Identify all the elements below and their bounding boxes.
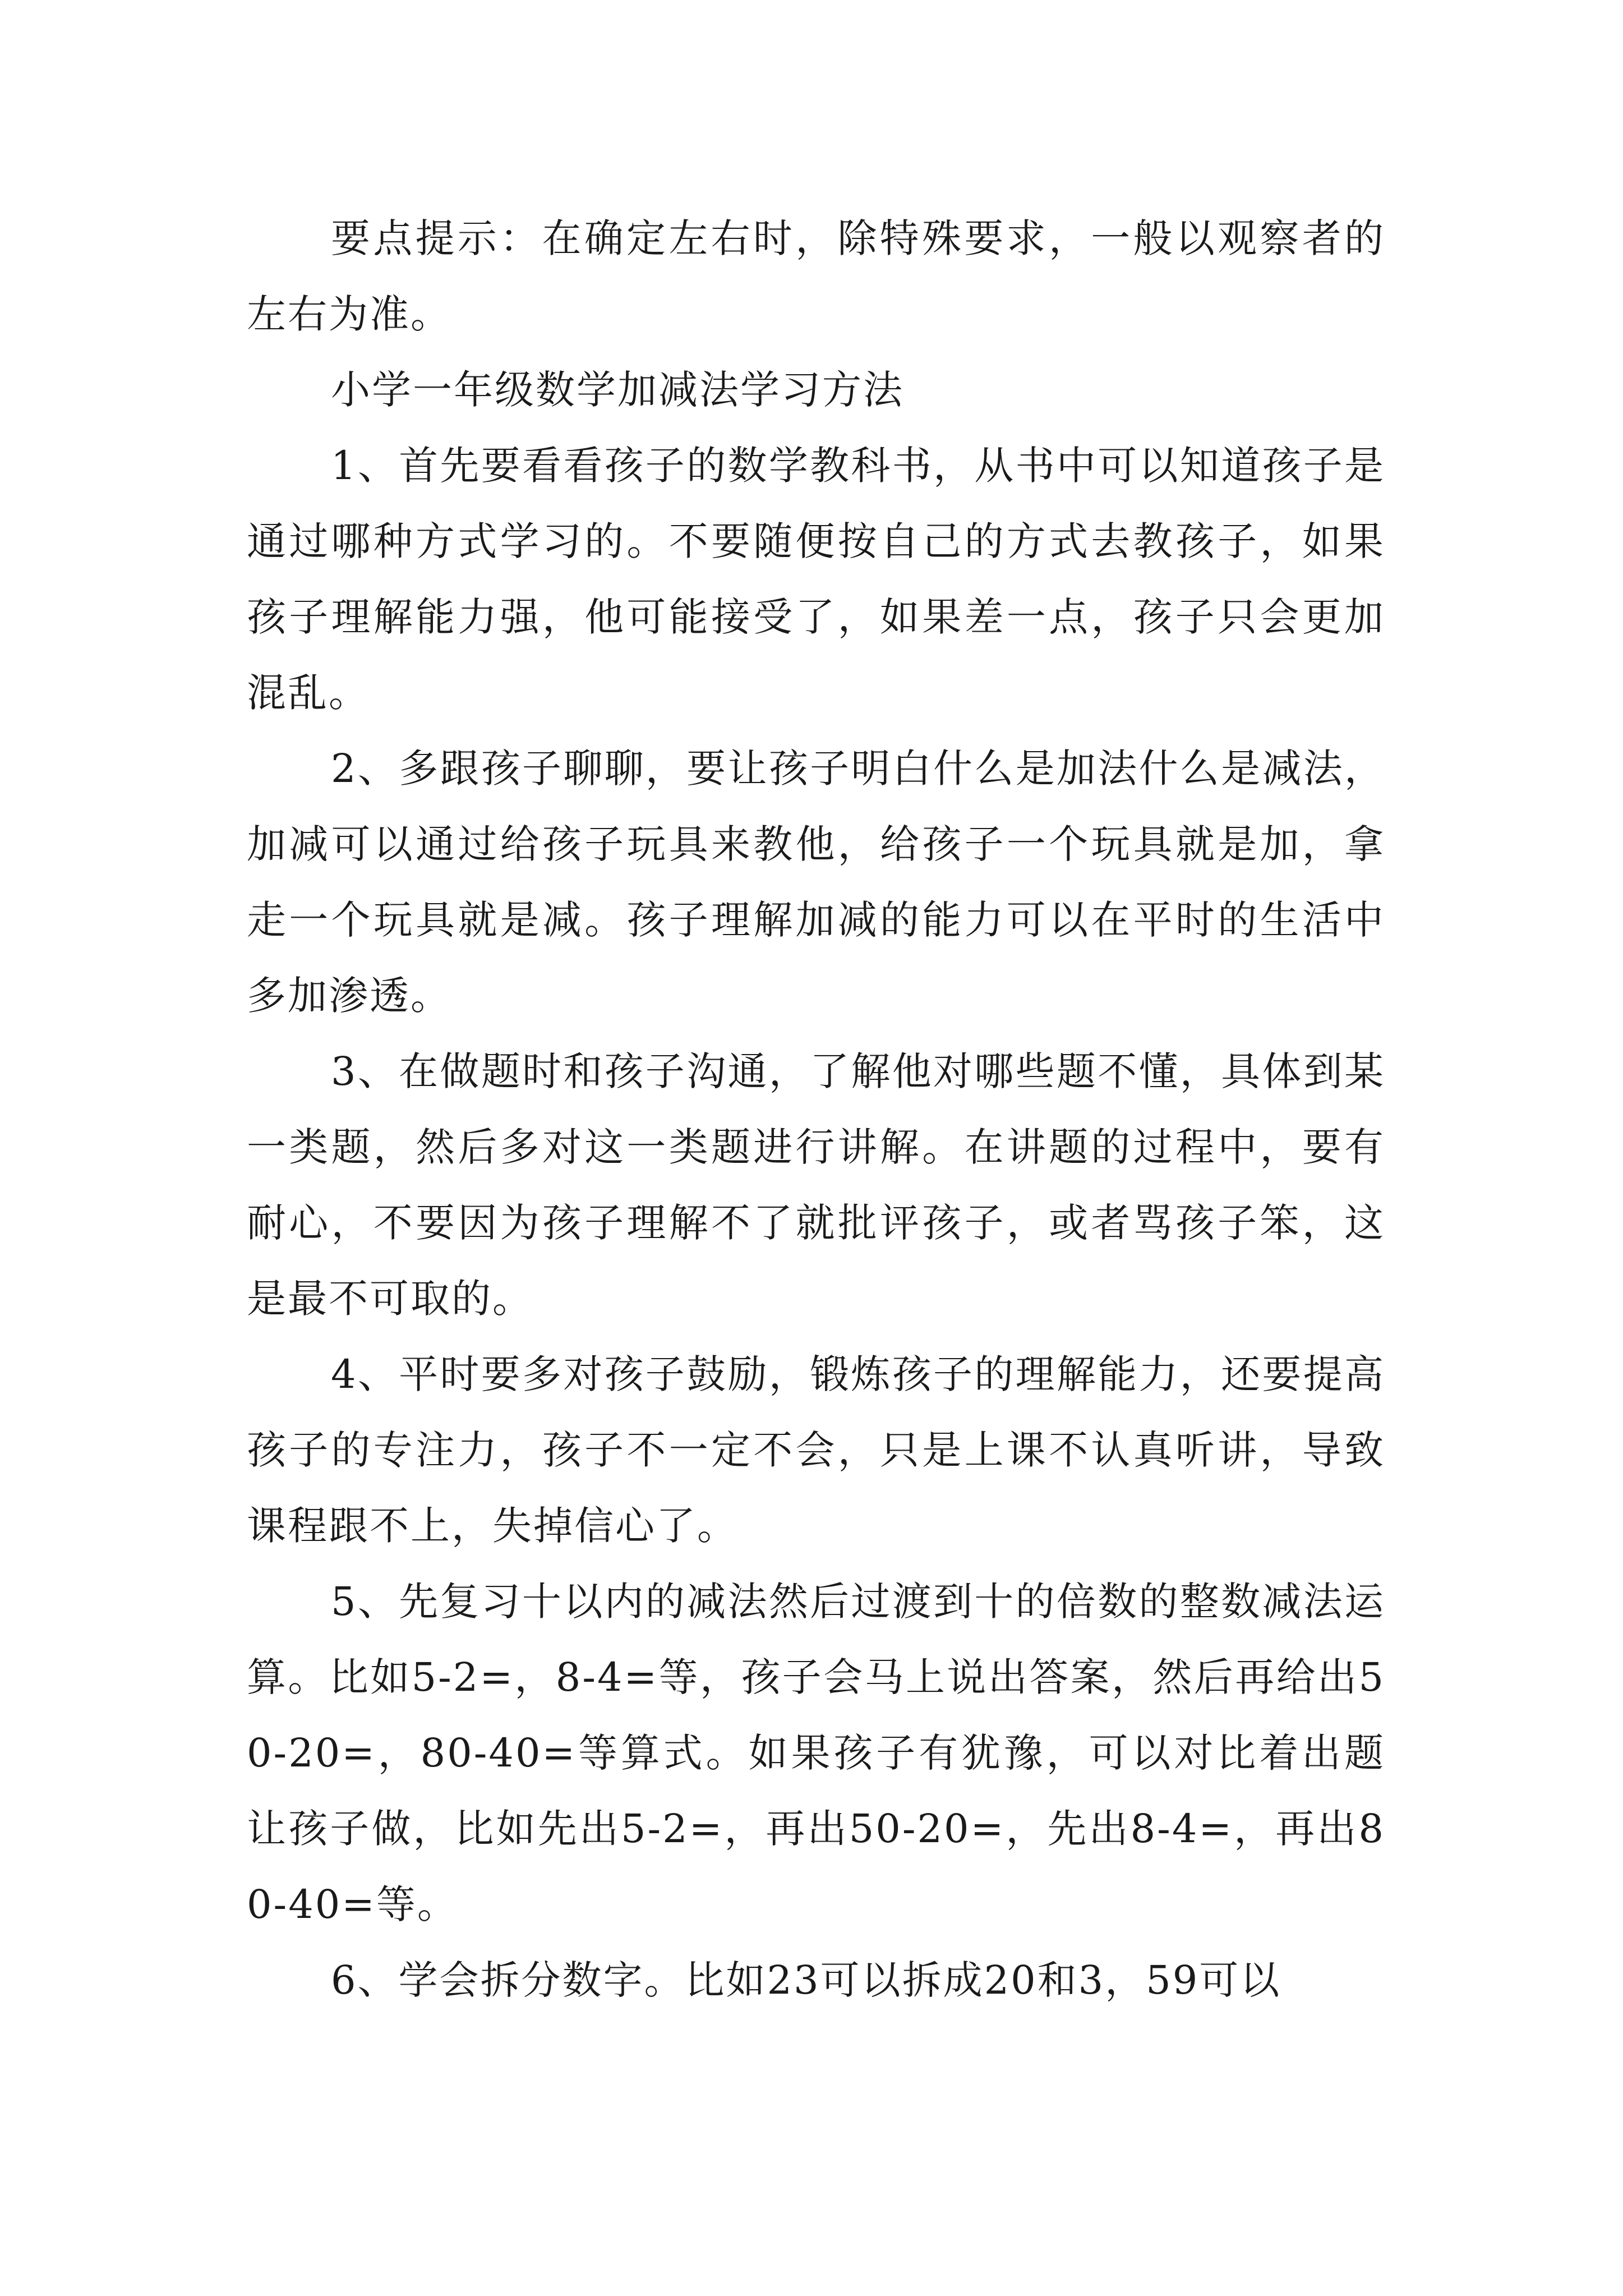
method-paragraph-1: 1、首先要看看孩子的数学教科书，从书中可以知道孩子是通过哪种方式学习的。不要随便按自己的方式去教孩子，如果孩子理解能力强，他可能接受了，如果差一点，孩子只会更加混乱。 <box>247 443 1385 716</box>
method-paragraph-4: 4、平时要多对孩子鼓励，锻炼孩子的理解能力，还要提高孩子的专注力，孩子不一定不会，只是上课不认真听讲，导致课程跟不上，失掉信心了。 <box>247 1351 1385 1549</box>
document-body <box>247 201 1385 2018</box>
tip-paragraph: 要点提示：在确定左右时，除特殊要求，一般以观察者的左右为准。 <box>247 215 1385 337</box>
section-heading: 小学一年级数学加减法学习方法 <box>331 367 904 413</box>
method-paragraph-3: 3、在做题时和孩子沟通，了解他对哪些题不懂，具体到某一类题，然后多对这一类题进行讲解。在讲题的过程中，要有耐心，不要因为孩子理解不了就批评孩子，或者骂孩子笨，这是最不可取的。 <box>247 1048 1385 1322</box>
method-paragraph-2: 2、多跟孩子聊聊，要让孩子明白什么是加法什么是减法，加减可以通过给孩子玩具来教他，给孩子一个玩具就是加，拿走一个玩具就是减。孩子理解加减的能力可以在平时的生活中多加渗透。 <box>247 746 1385 1019</box>
method-paragraph-6: 6、学会拆分数字。比如23可以拆成20和3，59可以 <box>331 1957 1281 2003</box>
method-paragraph-5: 5、先复习十以内的减法然后过渡到十的倍数的整数减法运算。比如5-2=，8-4=等，孩子会马上说出答案，然后再给出50-20=，80-40=等算式。如果孩子有犹豫，可以对比着出题让孩子做，比如先出5-2=，再出50-20=，先出8-4=，再出80-40=等。 <box>247 1579 1385 1927</box>
